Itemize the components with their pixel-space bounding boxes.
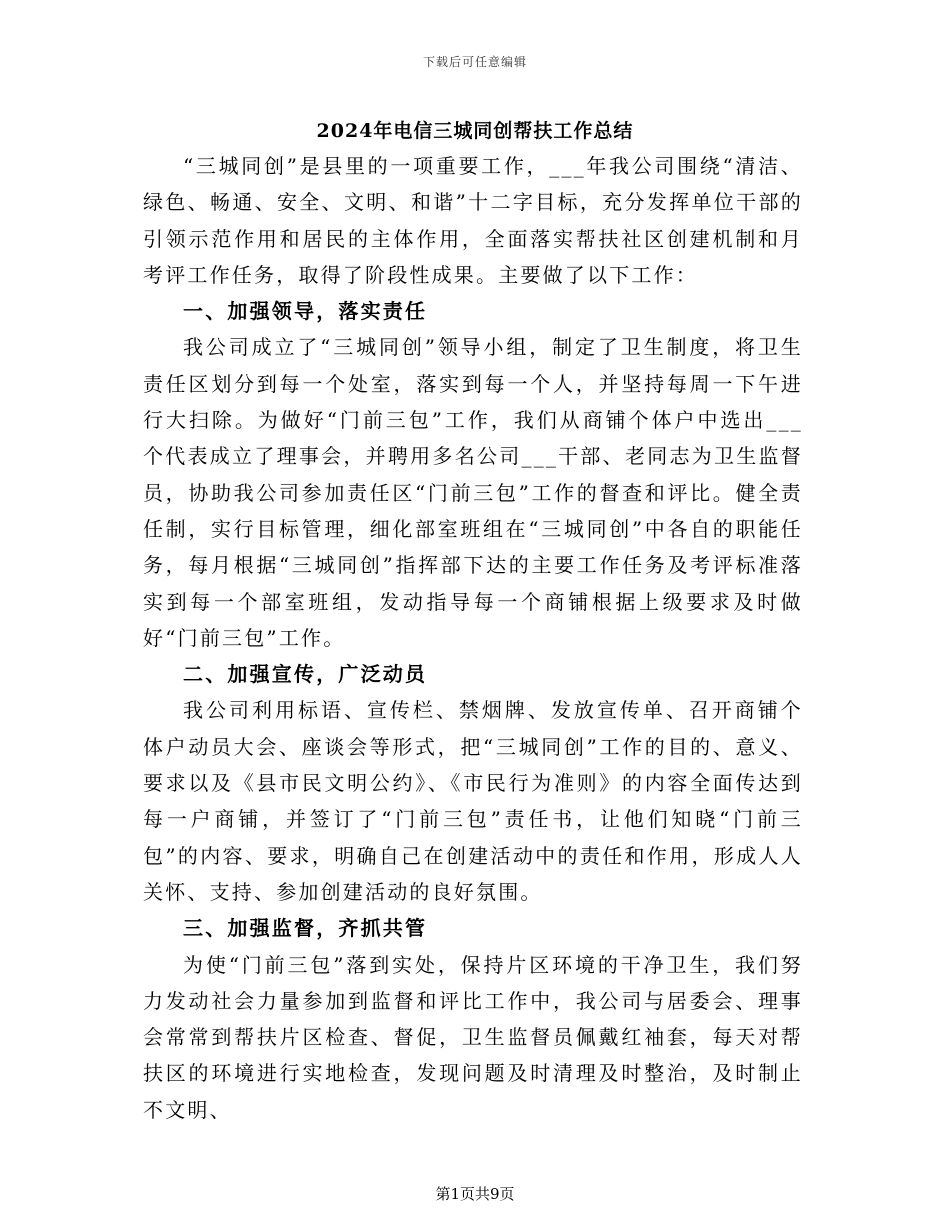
section-2-heading: 二、加强宣传，广泛动员 (183, 662, 428, 687)
page-header: 下载后可任意编辑 (422, 55, 527, 69)
page-number: 第1页共9页 (435, 1185, 515, 1203)
section-3-paragraph: 为使“门前三包”落到实处，保持片区环境的干净卫生，我们努力发动社会力量参加到监督和评比工作中，我公司与居委会、理事会常常到帮扶片区检查、督促，卫生监督员佩戴红袖套，每天对帮扶区的环境进行实地检查，发现问题及时清理及时整治，及时制止不文明、 (143, 952, 803, 1122)
document-body (143, 148, 803, 1128)
section-3-heading: 三、加强监督，齐抓共管 (183, 916, 428, 941)
section-1-heading: 一、加强领导，落实责任 (183, 299, 428, 324)
intro-paragraph: “三城同创”是县里的一项重要工作，___年我公司围绕“清洁、绿色、畅通、安全、文明、和谐”十二字目标，充分发挥单位干部的引领示范作用和居民的主体作用，全面落实帮扶社区创建机制和月考评工作任务，取得了阶段性成果。主要做了以下工作： (143, 154, 803, 287)
section-2-paragraph: 我公司利用标语、宣传栏、禁烟牌、发放宣传单、召开商铺个体户动员大会、座谈会等形式，把“三城同创”工作的目的、意义、要求以及《县市民文明公约》、《市民行为准则》的内容全面传达到每一户商铺，并签订了“门前三包”责任书，让他们知晓“门前三包”的内容、要求，明确自己在创建活动中的责任和作用，形成人人关怀、支持、参加创建活动的良好氛围。 (143, 698, 803, 904)
section-1-paragraph: 我公司成立了“三城同创”领导小组，制定了卫生制度，将卫生责任区划分到每一个处室，落实到每一个人，并坚持每周一下午进行大扫除。为做好“门前三包”工作，我们从商铺个体户中选出___个代表成立了理事会，并聘用多名公司___干部、老同志为卫生监督员，协助我公司参加责任区“门前三包”工作的督查和评比。健全责任制，实行目标管理，细化部室班组在“三城同创”中各自的职能任务，每月根据“三城同创”指挥部下达的主要工作任务及考评标准落实到每一个部室班组，发动指导每一个商铺根据上级要求及时做好“门前三包”工作。 (143, 335, 803, 650)
document-title: 2024年电信三城同创帮扶工作总结 (316, 120, 634, 142)
